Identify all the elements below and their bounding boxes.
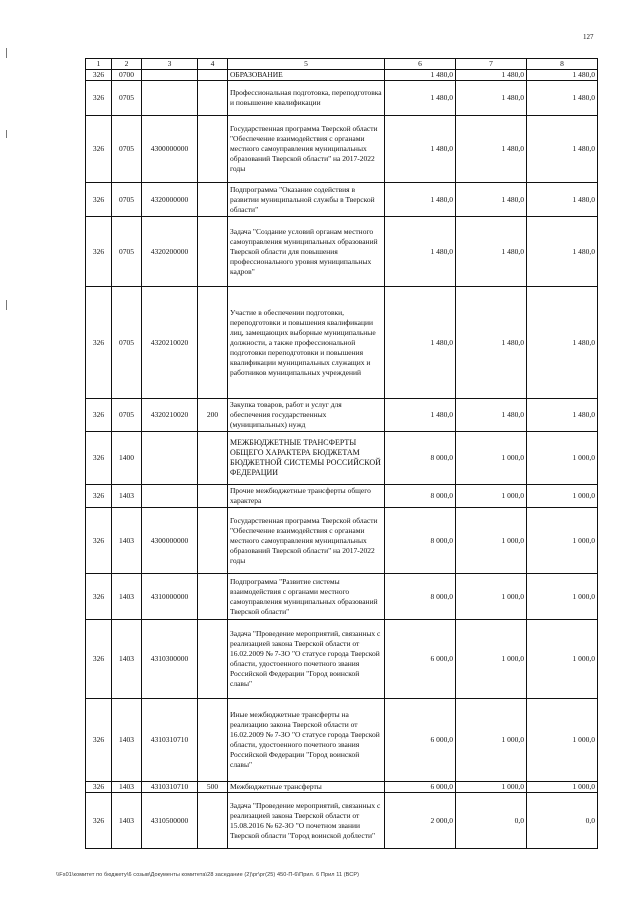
cell-ved: 326 — [86, 399, 112, 432]
cell-csr: 4300000000 — [142, 116, 198, 183]
cell-name: Подпрограмма "Развитие системы взаимодействия с органами местного самоуправления муниципальных образований Тверской области" — [228, 574, 385, 620]
cell-csr: 4320000000 — [142, 183, 198, 217]
cell-vr — [198, 183, 228, 217]
cell-csr: 4310300000 — [142, 620, 198, 699]
cell-name: Закупка товаров, работ и услуг для обеспечения государственных (муниципальных) нужд — [228, 399, 385, 432]
cell-csr: 4310500000 — [142, 793, 198, 849]
cell-csr — [142, 485, 198, 508]
cell-value-col6: 8 000,0 — [385, 432, 456, 485]
cell-value-col7: 1 480,0 — [456, 287, 527, 399]
cell-value-col7: 0,0 — [456, 793, 527, 849]
cell-name: Подпрограмма "Оказание содействия в развитии муниципальной службы в Тверской области" — [228, 183, 385, 217]
cell-name: Межбюджетные трансферты — [228, 782, 385, 793]
table-row — [86, 183, 598, 217]
cell-value-col7: 1 480,0 — [456, 116, 527, 183]
cell-rzpr: 0700 — [112, 70, 142, 81]
table-row — [86, 485, 598, 508]
cell-vr: 500 — [198, 782, 228, 793]
cell-ved: 326 — [86, 620, 112, 699]
cell-vr — [198, 432, 228, 485]
table-row — [86, 116, 598, 183]
cell-rzpr: 1403 — [112, 793, 142, 849]
cell-value-col6: 8 000,0 — [385, 508, 456, 574]
cell-csr: 4310310710 — [142, 782, 198, 793]
table-row — [86, 217, 598, 287]
cell-value-col8: 1 000,0 — [527, 574, 598, 620]
cell-name: Профессиональная подготовка, переподготовка и повышение квалификации — [228, 81, 385, 116]
table-row — [86, 793, 598, 849]
cell-csr: 4320200000 — [142, 217, 198, 287]
header-row — [86, 59, 598, 70]
col-header-3: 3 — [142, 59, 198, 70]
cell-value-col6: 1 480,0 — [385, 81, 456, 116]
cell-vr — [198, 287, 228, 399]
cell-value-col6: 8 000,0 — [385, 485, 456, 508]
cell-value-col7: 1 000,0 — [456, 782, 527, 793]
col-header-8: 8 — [527, 59, 598, 70]
cell-csr — [142, 70, 198, 81]
cell-name: Задача "Проведение мероприятий, связанных с реализацией закона Тверской области от 15.08.2016 № 62-ЗО "О почетном звании Тверской области "Город воинской доблести" — [228, 793, 385, 849]
cell-value-col6: 6 000,0 — [385, 782, 456, 793]
cell-vr — [198, 70, 228, 81]
cell-value-col8: 1 480,0 — [527, 183, 598, 217]
cell-value-col6: 1 480,0 — [385, 70, 456, 81]
cell-rzpr: 1403 — [112, 485, 142, 508]
cell-value-col7: 1 000,0 — [456, 485, 527, 508]
cell-value-col7: 1 000,0 — [456, 699, 527, 782]
cell-ved: 326 — [86, 183, 112, 217]
table-row — [86, 81, 598, 116]
margin-mark — [6, 48, 7, 58]
cell-vr: 200 — [198, 399, 228, 432]
cell-vr — [198, 116, 228, 183]
cell-rzpr: 0705 — [112, 116, 142, 183]
cell-value-col8: 1 000,0 — [527, 485, 598, 508]
table-row — [86, 699, 598, 782]
cell-ved: 326 — [86, 81, 112, 116]
cell-rzpr: 1403 — [112, 782, 142, 793]
table-row — [86, 620, 598, 699]
cell-value-col8: 1 000,0 — [527, 699, 598, 782]
cell-rzpr: 1403 — [112, 699, 142, 782]
cell-rzpr: 0705 — [112, 183, 142, 217]
cell-value-col8: 0,0 — [527, 793, 598, 849]
cell-rzpr: 0705 — [112, 287, 142, 399]
cell-rzpr: 1403 — [112, 574, 142, 620]
cell-name: Участие в обеспечении подготовки, переподготовки и повышения квалификации лиц, замещающих выборные муниципальные должности, а также профессиональной подготовки переподготовки и повышения квалификации муниципальных служащих и работников муниципальных учреждений — [228, 287, 385, 399]
table-row — [86, 399, 598, 432]
cell-value-col8: 1 480,0 — [527, 399, 598, 432]
cell-vr — [198, 217, 228, 287]
cell-value-col8: 1 000,0 — [527, 782, 598, 793]
cell-csr: 4320210020 — [142, 399, 198, 432]
cell-value-col6: 1 480,0 — [385, 287, 456, 399]
cell-csr — [142, 432, 198, 485]
cell-rzpr: 0705 — [112, 399, 142, 432]
cell-value-col6: 8 000,0 — [385, 574, 456, 620]
table-row — [86, 782, 598, 793]
cell-value-col7: 1 480,0 — [456, 183, 527, 217]
cell-vr — [198, 574, 228, 620]
cell-name: МЕЖБЮДЖЕТНЫЕ ТРАНСФЕРТЫ ОБЩЕГО ХАРАКТЕРА БЮДЖЕТАМ БЮДЖЕТНОЙ СИСТЕМЫ РОССИЙСКОЙ ФЕДЕРАЦИИ — [228, 432, 385, 485]
cell-value-col7: 1 000,0 — [456, 574, 527, 620]
cell-value-col8: 1 480,0 — [527, 287, 598, 399]
cell-ved: 326 — [86, 699, 112, 782]
cell-vr — [198, 699, 228, 782]
budget-table — [85, 58, 598, 849]
col-header-5: 5 — [228, 59, 385, 70]
cell-csr: 4320210020 — [142, 287, 198, 399]
col-header-1: 1 — [86, 59, 112, 70]
cell-value-col7: 1 000,0 — [456, 620, 527, 699]
cell-ved: 326 — [86, 70, 112, 81]
cell-name: Государственная программа Тверской области "Обеспечение взаимодействия с органами местного самоуправления муниципальных образований Тверской области" на 2017-2022 годы — [228, 508, 385, 574]
cell-rzpr: 1400 — [112, 432, 142, 485]
cell-value-col7: 1 480,0 — [456, 70, 527, 81]
cell-ved: 326 — [86, 432, 112, 485]
cell-value-col7: 1 480,0 — [456, 399, 527, 432]
table-row — [86, 432, 598, 485]
cell-value-col8: 1 000,0 — [527, 620, 598, 699]
cell-name: Задача "Создание условий органам местного самоуправления муниципальных образований Тверской области для повышения профессионального уровня муниципальных кадров" — [228, 217, 385, 287]
cell-csr: 4310310710 — [142, 699, 198, 782]
col-header-6: 6 — [385, 59, 456, 70]
cell-name: Иные межбюджетные трансферты на реализацию закона Тверской области от 16.02.2009 № 7-ЗО "О статусе города Тверской области, удостоенного почетного звания Российской Федерации "Город воинской славы" — [228, 699, 385, 782]
cell-value-col8: 1 480,0 — [527, 70, 598, 81]
cell-value-col6: 6 000,0 — [385, 620, 456, 699]
cell-name: Государственная программа Тверской области "Обеспечение взаимодействия с органами местного самоуправления муниципальных образований Тверской области" на 2017-2022 годы — [228, 116, 385, 183]
cell-csr — [142, 81, 198, 116]
cell-value-col8: 1 480,0 — [527, 81, 598, 116]
cell-value-col6: 6 000,0 — [385, 699, 456, 782]
cell-value-col7: 1 000,0 — [456, 432, 527, 485]
cell-name: Прочие межбюджетные трансферты общего характера — [228, 485, 385, 508]
cell-ved: 326 — [86, 217, 112, 287]
table-row — [86, 574, 598, 620]
col-header-4: 4 — [198, 59, 228, 70]
page-number: 127 — [583, 33, 594, 41]
cell-ved: 326 — [86, 116, 112, 183]
margin-mark — [6, 130, 7, 138]
file-path-footer: \\Fs01\комитет по бюджету\6 созыв\Документы комитета\28 заседание (2)\рг\рг(25) 450-П-6\Прил. 6 Прил 11 (ВСР) — [56, 872, 360, 878]
cell-rzpr: 0705 — [112, 217, 142, 287]
cell-ved: 326 — [86, 287, 112, 399]
cell-name: Задача "Проведение мероприятий, связанных с реализацией закона Тверской области от 16.02.2009 № 7-ЗО "О статусе города Тверской области, удостоенного почетного звания Российской Федерации "Город воинской славы" — [228, 620, 385, 699]
cell-value-col6: 1 480,0 — [385, 116, 456, 183]
cell-value-col8: 1 480,0 — [527, 217, 598, 287]
cell-value-col6: 1 480,0 — [385, 217, 456, 287]
cell-value-col7: 1 480,0 — [456, 217, 527, 287]
cell-ved: 326 — [86, 574, 112, 620]
cell-vr — [198, 793, 228, 849]
cell-vr — [198, 620, 228, 699]
cell-value-col8: 1 000,0 — [527, 432, 598, 485]
cell-rzpr: 1403 — [112, 508, 142, 574]
cell-ved: 326 — [86, 782, 112, 793]
cell-value-col6: 1 480,0 — [385, 183, 456, 217]
table-row — [86, 508, 598, 574]
cell-ved: 326 — [86, 793, 112, 849]
cell-value-col7: 1 480,0 — [456, 81, 527, 116]
cell-value-col8: 1 000,0 — [527, 508, 598, 574]
margin-mark — [6, 300, 7, 310]
cell-rzpr: 0705 — [112, 81, 142, 116]
cell-vr — [198, 508, 228, 574]
table-row — [86, 70, 598, 81]
cell-value-col6: 2 000,0 — [385, 793, 456, 849]
cell-value-col6: 1 480,0 — [385, 399, 456, 432]
cell-ved: 326 — [86, 508, 112, 574]
table-row — [86, 287, 598, 399]
cell-value-col8: 1 480,0 — [527, 116, 598, 183]
cell-rzpr: 1403 — [112, 620, 142, 699]
cell-csr: 4310000000 — [142, 574, 198, 620]
cell-csr: 4300000000 — [142, 508, 198, 574]
col-header-7: 7 — [456, 59, 527, 70]
cell-vr — [198, 81, 228, 116]
cell-vr — [198, 485, 228, 508]
cell-ved: 326 — [86, 485, 112, 508]
cell-value-col7: 1 000,0 — [456, 508, 527, 574]
col-header-2: 2 — [112, 59, 142, 70]
cell-name: ОБРАЗОВАНИЕ — [228, 70, 385, 81]
